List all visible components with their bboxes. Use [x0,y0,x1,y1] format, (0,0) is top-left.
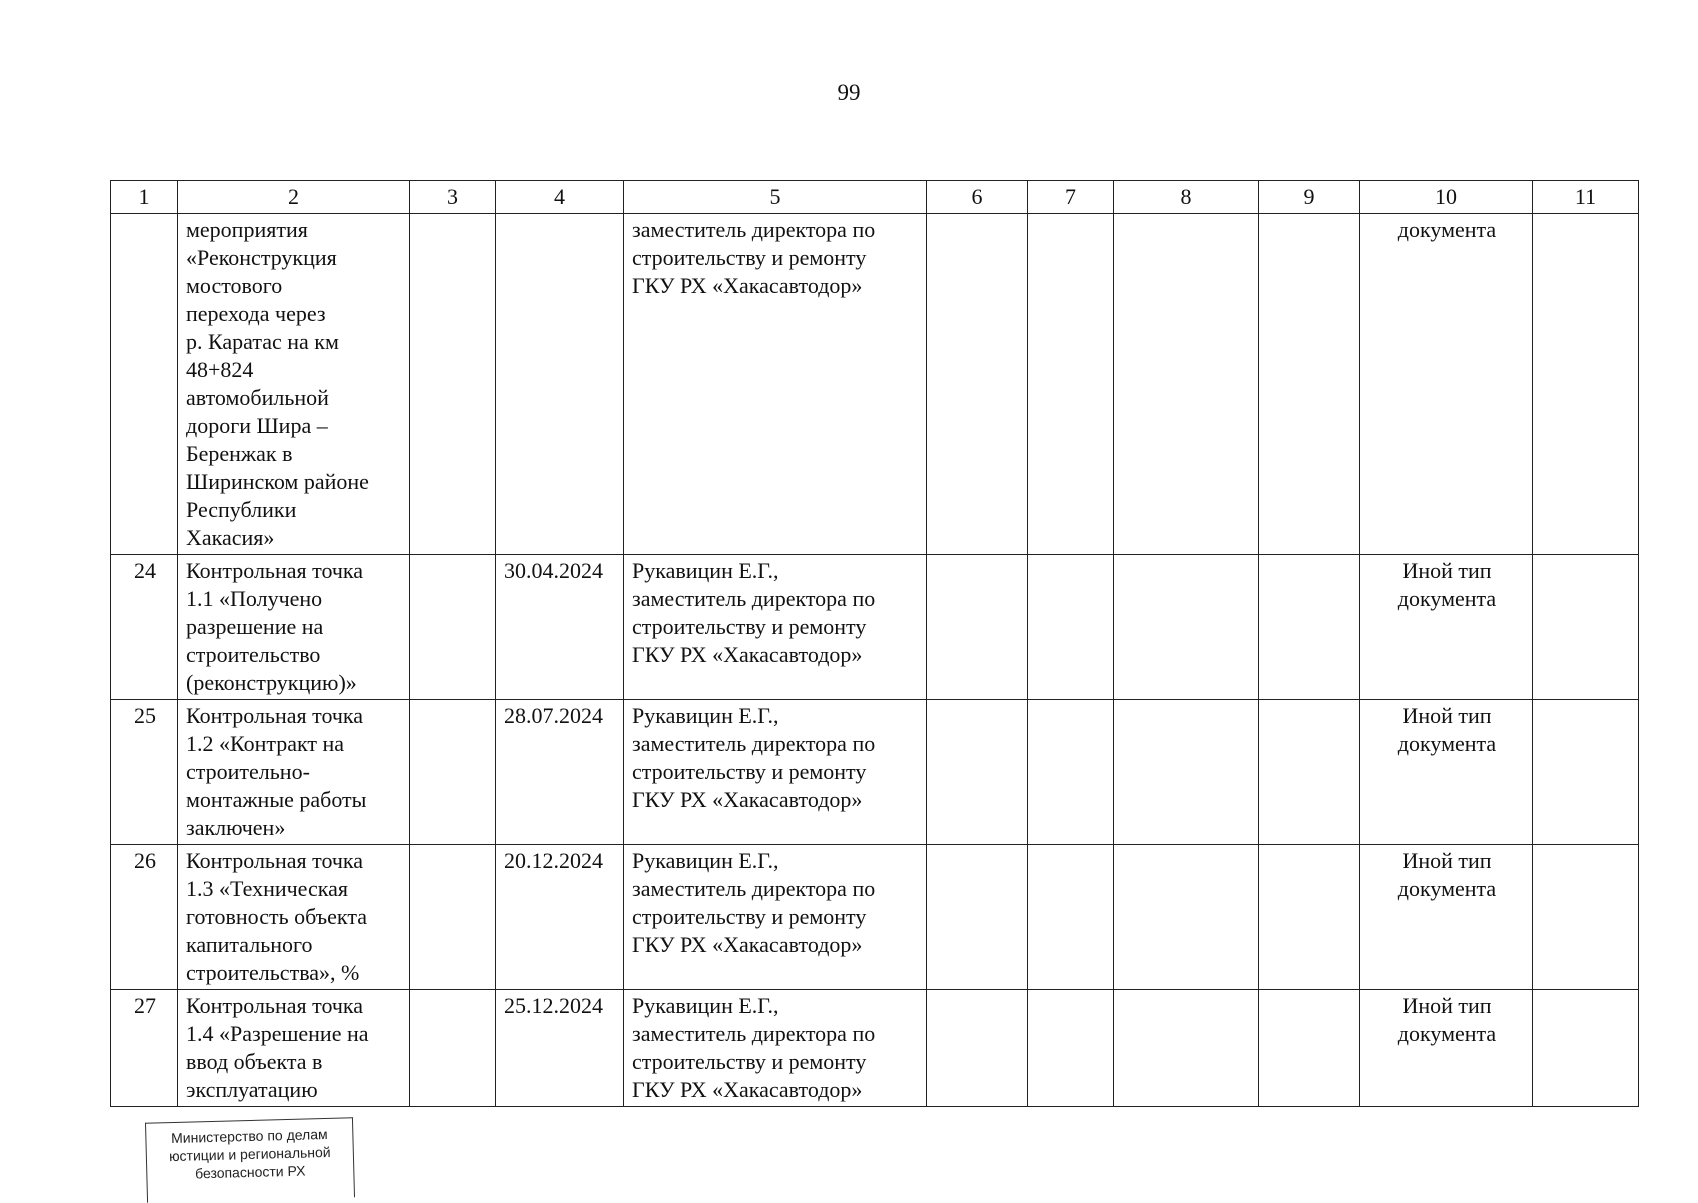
cell-document-type: Иной тип документа [1360,700,1533,845]
header-cell-10: 10 [1360,181,1533,214]
cell-col3 [410,990,496,1107]
header-cell-5: 5 [624,181,927,214]
cell-responsible: Рукавицин Е.Г., заместитель директора по строительству и ремонту ГКУ РХ «Хакасавтодор» [624,990,927,1107]
cell-date: 25.12.2024 [496,990,624,1107]
cell-col9 [1259,845,1360,990]
cell-col11 [1533,845,1639,990]
header-cell-8: 8 [1114,181,1259,214]
cell-col6 [927,990,1028,1107]
cell-date: 20.12.2024 [496,845,624,990]
cell-col8 [1114,214,1259,555]
page-number: 99 [837,80,861,105]
cell-event-name: Контрольная точка 1.4 «Разрешение на ввод объекта в эксплуатацию [178,990,410,1107]
cell-document-type: Иной тип документа [1360,845,1533,990]
cell-date: 30.04.2024 [496,555,624,700]
cell-col11 [1533,214,1639,555]
cell-col8 [1114,845,1259,990]
cell-event-name: Контрольная точка 1.3 «Техническая готовность объекта капитального строительства», % [178,845,410,990]
table-row [111,845,1639,990]
cell-col11 [1533,555,1639,700]
cell-document-type: Иной тип документа [1360,990,1533,1107]
table-row [111,555,1639,700]
table-row [111,214,1639,555]
cell-event-name: Контрольная точка 1.2 «Контракт на строительно- монтажные работы заключен» [178,700,410,845]
cell-col8 [1114,990,1259,1107]
cell-col11 [1533,990,1639,1107]
cell-responsible: Рукавицин Е.Г., заместитель директора по строительству и ремонту ГКУ РХ «Хакасавтодор» [624,700,927,845]
cell-event-name: мероприятия «Реконструкция мостового перехода через р. Каратас на км 48+824 автомобильной дороги Шира – Беренжак в Ширинском районе Республики Хакасия» [178,214,410,555]
cell-number: 27 [111,990,178,1107]
stamp-line: безопасности РХ [194,1162,306,1182]
cell-document-type: Иной тип документа [1360,555,1533,700]
stamp-line: Министерство по делам [170,1125,328,1147]
header-cell-11: 11 [1533,181,1639,214]
header-row [111,181,1639,214]
cell-responsible: Рукавицин Е.Г., заместитель директора по строительству и ремонту ГКУ РХ «Хакасавтодор» [624,555,927,700]
cell-number: 25 [111,700,178,845]
cell-col7 [1028,555,1114,700]
cell-col9 [1259,214,1360,555]
cell-col7 [1028,700,1114,845]
header-cell-1: 1 [111,181,178,214]
header-cell-4: 4 [496,181,624,214]
table-row [111,700,1639,845]
cell-number: 24 [111,555,178,700]
cell-col3 [410,845,496,990]
cell-col3 [410,214,496,555]
cell-col7 [1028,214,1114,555]
cell-col6 [927,214,1028,555]
cell-col3 [410,555,496,700]
cell-document-type: документа [1360,214,1533,555]
ministry-stamp [145,1117,355,1202]
cell-col7 [1028,990,1114,1107]
cell-event-name: Контрольная точка 1.1 «Получено разрешение на строительство (реконструкцию)» [178,555,410,700]
cell-col9 [1259,700,1360,845]
cell-col8 [1114,700,1259,845]
cell-responsible: Рукавицин Е.Г., заместитель директора по строительству и ремонту ГКУ РХ «Хакасавтодор» [624,845,927,990]
cell-col6 [927,845,1028,990]
cell-col11 [1533,700,1639,845]
header-cell-2: 2 [178,181,410,214]
header-cell-6: 6 [927,181,1028,214]
cell-responsible: заместитель директора по строительству и ремонту ГКУ РХ «Хакасавтодор» [624,214,927,555]
header-cell-9: 9 [1259,181,1360,214]
data-table [110,180,1639,1107]
cell-number [111,214,178,555]
cell-col9 [1259,990,1360,1107]
stamp-line: юстиции и региональной [168,1143,331,1165]
cell-date: 28.07.2024 [496,700,624,845]
cell-number: 26 [111,845,178,990]
cell-col6 [927,555,1028,700]
cell-col3 [410,700,496,845]
cell-col8 [1114,555,1259,700]
header-cell-3: 3 [410,181,496,214]
cell-date [496,214,624,555]
table-row [111,990,1639,1107]
cell-col6 [927,700,1028,845]
cell-col9 [1259,555,1360,700]
header-cell-7: 7 [1028,181,1114,214]
cell-col7 [1028,845,1114,990]
